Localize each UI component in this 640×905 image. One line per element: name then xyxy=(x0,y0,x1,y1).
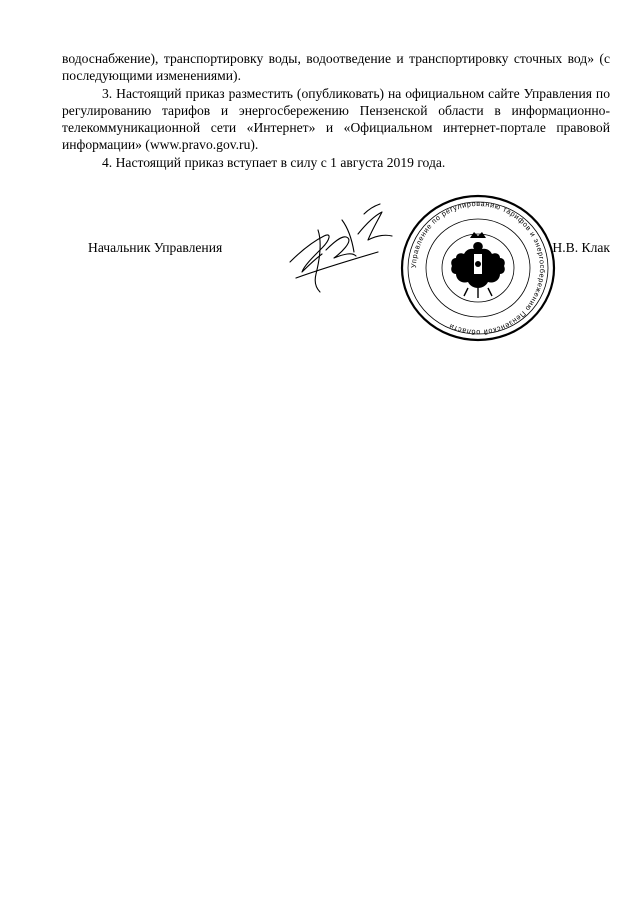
document-body xyxy=(62,50,610,171)
handwritten-signature xyxy=(282,200,402,300)
seal-ring-text: Управление по регулированию тарифов и энергосбережению Пензенской области xyxy=(408,198,548,338)
signatory-name: Н.В. Клак xyxy=(552,240,610,255)
paragraph-item-4: 4. Настоящий приказ вступает в силу с 1 августа 2019 года. xyxy=(102,154,446,170)
official-seal xyxy=(398,192,558,344)
paragraph-item-3: 3. Настоящий приказ разместить (опубликовать) на официальном сайте Управления по регулированию тарифов и энергосбережению Пензенской области в информационно-телекоммуникационной сети «Интернет» и «Официальном интернет-портале правовой информации» (www.pravo.gov.ru). xyxy=(62,85,610,153)
svg-text:Управление по регулированию та xyxy=(409,199,547,337)
double-headed-eagle-icon xyxy=(451,232,505,298)
paragraph-continuation: водоснабжение), транспортировку воды, водоотведение и транспортировку сточных вод» (с последующими изменениями). xyxy=(62,51,610,84)
signatory-title: Начальник Управления xyxy=(88,240,223,255)
